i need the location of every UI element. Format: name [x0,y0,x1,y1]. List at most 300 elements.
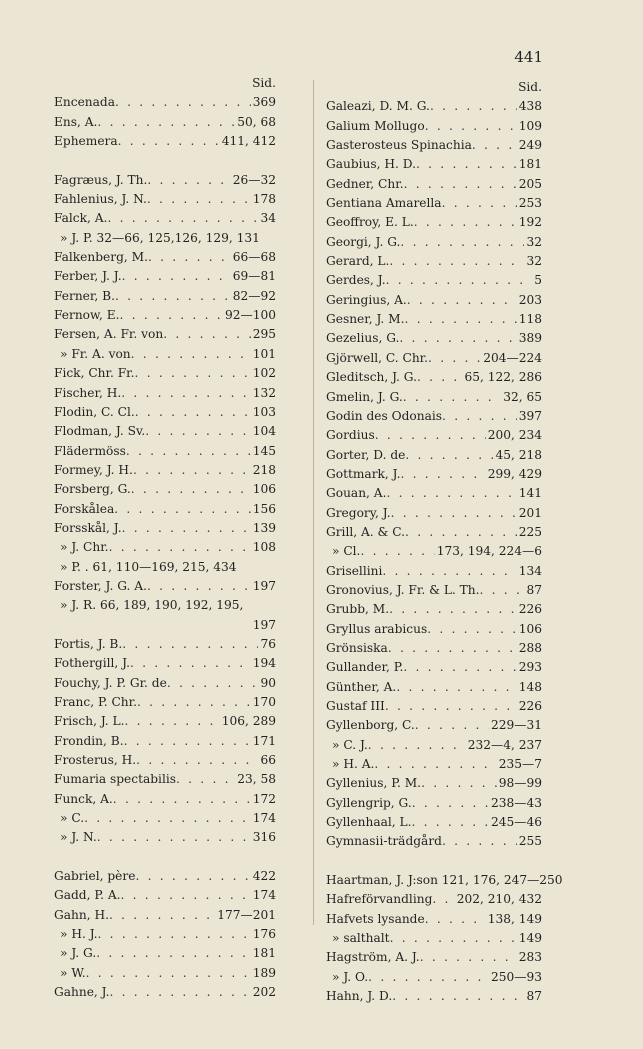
leader-dots [109,906,215,925]
index-entry [54,983,276,1002]
leader-dots [130,654,251,673]
index-entry [326,136,542,155]
entry-pages: 203 [518,292,542,307]
leader-dots [427,620,517,639]
index-entry [326,948,542,967]
entry-name: Ephemera [54,134,118,149]
leader-dots [97,113,235,132]
leader-dots [389,600,517,619]
entry-pages: 201 [518,505,542,520]
index-entry [326,678,542,697]
entry-pages: 108 [252,540,276,555]
index-entry [54,828,276,847]
index-column-left [54,74,276,1003]
entry-pages: 172 [252,791,276,806]
entry-name: Ferber, J. J. [54,269,122,284]
entry-pages: 397 [518,408,542,423]
leader-dots [120,306,224,325]
entry-pages: 102 [252,366,276,381]
entry-pages: 98—99 [498,776,542,791]
leader-dots [147,577,251,596]
index-entry [54,635,276,654]
column-header: Sid. [518,80,542,94]
column-header: Sid. [252,76,276,90]
entry-name: Gleditsch, J. G. [326,370,417,385]
index-entry [326,774,542,793]
index-entry [54,287,276,306]
leader-dots [137,693,251,712]
entry-pages: 65, 122, 286 [464,370,542,385]
entry-pages: 101 [252,346,276,361]
entry-pages: 204—224 [483,350,542,365]
entry-pages: 69—81 [232,269,276,284]
index-entry [326,155,542,174]
index-entry [54,770,276,789]
leader-dots [124,732,251,751]
index-entry [326,291,542,310]
entry-pages: 202, 210, 432 [456,892,542,907]
entry-name: Fothergill, J. [54,656,130,671]
leader-dots [121,384,251,403]
leader-dots [147,171,230,190]
leader-dots [382,562,516,581]
index-entry [54,944,276,963]
index-entry [54,384,276,403]
entry-pages: 87 [526,582,542,597]
leader-dots [390,929,517,948]
entry-name: Gmelin, J. G. [326,389,403,404]
entry-name: Gordius [326,428,375,443]
entry-name: Gryllus arabicus [326,621,428,636]
entry-pages: 194 [252,656,276,671]
entry-pages: 173, 194, 224—6 [436,544,542,559]
index-column-right [326,78,563,1007]
leader-dots [122,267,231,286]
entry-name: Ferner, B. [54,288,115,303]
entry-name: » H. A. [332,757,375,772]
index-entry [326,252,542,271]
entry-name: Frondin, B. [54,733,124,748]
entry-name: Funck, A. [54,791,113,806]
index-entry [54,712,276,731]
entry-name: Fortis, J. B. [54,636,123,651]
index-entry [54,190,276,209]
leader-dots [126,442,251,461]
entry-name: Grönsiska [326,640,388,655]
column-divider [313,80,314,925]
leader-dots [125,712,220,731]
index-entry [326,871,563,890]
entry-pages: 23, 58 [237,772,276,787]
leader-dots [480,581,525,600]
index-entry [326,407,542,426]
leader-dots [442,407,517,426]
entry-name: Frosterus, H. [54,753,137,768]
entry-name: » P. . 61, 110—169, 215, 434 [60,559,237,574]
index-entry [326,658,542,677]
entry-name: Fahlenius, J. N. [54,192,147,207]
entry-name: Gyllenius, P. M. [326,776,422,791]
entry-pages: 92—100 [225,308,276,323]
leader-dots [135,364,251,383]
entry-name: Godin des Odonais [326,408,443,423]
leader-dots [414,213,517,232]
index-entry [326,736,542,755]
leader-dots [368,968,489,987]
entry-name: Galeazi, D. M. G. [326,99,430,114]
index-entry [54,171,276,190]
leader-dots [84,809,251,828]
leader-dots [412,794,489,813]
leader-dots [405,446,493,465]
entry-name: Fischer, H. [54,385,122,400]
entry-pages: 299, 429 [487,466,542,481]
entry-pages: 45, 218 [495,447,542,462]
index-entry [54,886,276,905]
leader-dots [405,523,517,542]
leader-dots [417,368,462,387]
index-entry [326,929,542,948]
leader-dots [432,890,454,909]
entry-name: » J. N. [60,830,97,845]
index-entry [326,755,542,774]
entry-pages: 82—92 [232,288,276,303]
entry-name: Formey, J. H. [54,462,133,477]
entry-name: Gorter, D. de [326,447,406,462]
entry-name: Gerdes, J. [326,273,386,288]
entry-pages: 249 [518,138,542,153]
entry-list [54,93,276,1002]
index-entry [326,329,542,348]
entry-name: Flodin, C. Cl. [54,404,135,419]
index-entry [326,697,542,716]
entry-pages: 5 [534,273,542,288]
leader-dots [392,987,524,1006]
entry-pages: 32 [526,234,542,249]
leader-dots [421,774,497,793]
index-entry [326,233,542,252]
index-entry [326,368,542,387]
index-entry [54,654,276,673]
index-entry [326,832,542,851]
leader-dots [386,271,533,290]
entry-pages: 197 [252,578,276,593]
entry-name: Falck, A. [54,211,108,226]
entry-pages: 32, 65 [503,389,542,404]
leader-dots [428,349,481,368]
leader-dots [399,329,516,348]
entry-pages: 50, 68 [237,114,276,129]
leader-dots [133,461,251,480]
leader-dots [430,97,517,116]
leader-dots [131,480,251,499]
entry-name: Fersen, A. Fr. von [54,327,164,342]
entry-name: Hahn, J. D. [326,989,393,1004]
leader-dots [115,287,231,306]
leader-dots [403,658,516,677]
index-entry [326,968,542,987]
leader-dots [391,504,517,523]
entry-name: Frisch, J. L. [54,714,125,729]
entry-name: » W. [60,965,86,980]
entry-name: Fick, Chr. Fr. [54,366,135,381]
index-entry [54,306,276,325]
leader-dots [121,886,251,905]
index-entry [54,693,276,712]
index-entry [326,504,542,523]
entry-name: Galium Mollugo [326,118,425,133]
index-entry [326,465,542,484]
entry-pages: 226 [518,699,542,713]
leader-dots [472,136,517,155]
leader-dots [386,484,516,503]
entry-pages: 245—46 [491,815,542,830]
entry-name: Gedner, Chr. [326,176,404,191]
entry-name: » J. P. 32—66, 125,126, 129, 131 [60,230,260,245]
leader-dots [442,832,517,851]
entry-pages: 171 [252,733,276,748]
index-entry [326,910,542,929]
entry-name: Gesner, J. M. [326,312,405,327]
entry-name: » J. G. [60,946,97,961]
entry-pages: 109 [518,118,542,133]
index-entry [54,596,276,615]
entry-name: Gaubius, H. D. [326,157,416,172]
index-entry [54,751,276,770]
index-entry [326,813,542,832]
index-entry [54,674,276,693]
entry-name: Encenada [54,95,115,110]
index-entry [326,194,542,213]
entry-pages: 218 [252,462,276,477]
leader-dots [118,132,220,151]
index-entry [54,248,276,267]
entry-name: Grill, A. & C. [326,524,406,539]
leader-dots [389,252,524,271]
leader-dots [405,310,517,329]
entry-name: Ens, A. [54,114,98,129]
entry-pages: 178 [252,192,276,207]
entry-pages: 181 [252,946,276,961]
leader-dots [403,388,501,407]
index-entry [54,790,276,809]
entry-pages: 87 [526,989,542,1004]
entry-pages: 174 [252,811,276,826]
index-entry [326,175,542,194]
entry-name: Forsskål, J. [54,520,122,535]
index-entry [326,542,542,561]
index-entry [326,213,542,232]
index-entry [54,558,276,577]
leader-dots [368,736,466,755]
entry-name: Gronovius, J. Fr. & L. Th. [326,582,480,597]
leader-dots [388,639,517,658]
entry-pages: 293 [518,660,542,675]
index-entry [54,500,276,519]
leader-dots [145,422,250,441]
entry-pages: 138, 149 [487,911,542,926]
entry-pages: 149 [518,931,542,946]
entry-name: Gerard, L. [326,254,390,269]
index-entry [54,577,276,596]
leader-dots [416,155,517,174]
entry-name: Gymnasii-trädgård [326,834,442,849]
leader-dots [122,635,258,654]
entry-pages: 369 [252,95,276,110]
entry-list [326,97,563,1006]
entry-name: Gullander, P. [326,660,404,675]
entry-name: Fagræus, J. Th. [54,172,148,187]
entry-name: Flodman, J. Sv. [54,424,146,439]
leader-dots [135,403,251,422]
entry-pages: 132 [252,385,276,400]
index-entry [54,229,276,248]
entry-pages: 26—32 [232,172,276,187]
entry-pages: 118 [518,312,542,327]
index-entry [54,325,276,344]
index-entry [326,271,542,290]
entry-pages: 34 [260,211,276,226]
entry-pages: 316 [252,830,276,845]
index-entry [326,581,542,600]
index-entry [54,925,276,944]
index-entry [54,964,276,983]
index-entry [326,600,542,619]
entry-pages: 389 [518,331,542,346]
entry-pages: 197 [252,617,276,632]
leader-dots [374,755,496,774]
entry-name: » C. [60,811,85,826]
index-entry [54,345,276,364]
leader-dots [385,697,517,716]
entry-name: Gyllenhaal, L. [326,815,412,830]
entry-pages: 141 [518,486,542,501]
index-entry [54,809,276,828]
index-entry [326,388,542,407]
entry-name: » Cl. [332,544,361,559]
leader-dots [97,828,251,847]
entry-pages: 106 [518,621,542,636]
entry-pages: 189 [252,965,276,980]
index-entry [326,426,542,445]
leader-dots [115,93,251,112]
leader-dots [98,925,251,944]
entry-pages: 104 [252,424,276,439]
leader-dots [131,345,251,364]
entry-name: Hafreförvandling [326,892,433,907]
entry-pages: 103 [252,404,276,419]
entry-name: Gottmark, J. [326,466,401,481]
entry-name: Falkenberg, M. [54,250,148,265]
entry-name: Forsberg, G. [54,482,131,497]
entry-name: » J. Chr. [60,540,109,555]
leader-dots [167,674,259,693]
entry-pages: 177—201 [217,907,276,922]
index-entry [54,732,276,751]
index-entry [54,906,276,925]
index-entry [54,132,276,151]
entry-pages: 229—31 [491,718,542,733]
entry-pages: 238—43 [491,795,542,810]
index-entry [54,403,276,422]
entry-name: Gouan, A. [326,486,387,501]
index-entry [326,890,542,909]
index-entry [326,117,542,136]
entry-name: Geoffroy, E. L. [326,215,414,230]
entry-pages: 250—93 [491,969,542,984]
entry-name: Grubb, M. [326,602,390,617]
index-entry [326,639,542,658]
entry-name: Fumaria spectabilis [54,772,176,787]
entry-pages: 422 [252,869,276,884]
leader-dots [360,542,434,561]
entry-name: Hagström, A. J. [326,950,420,965]
index-entry [326,97,542,116]
index-entry [54,422,276,441]
entry-name: Forskålea [54,501,115,516]
entry-pages: 106 [252,482,276,497]
entry-name: » C. J. [332,737,368,752]
entry-name: Gyllenborg, C. [326,718,415,733]
index-entry [54,364,276,383]
entry-name: Gjörwell, C. Chr. [326,350,429,365]
index-entry [326,620,542,639]
entry-name: Grisellini [326,563,383,578]
entry-pages: 255 [518,834,542,849]
entry-pages: 192 [518,215,542,230]
index-entry [326,446,542,465]
index-entry [326,349,542,368]
entry-pages: 226 [518,602,542,617]
leader-dots [404,175,517,194]
entry-pages: 134 [518,563,542,578]
entry-name: Gregory, J. [326,505,391,520]
entry-pages: 32 [526,254,542,269]
leader-dots [425,910,486,929]
index-entry [326,716,542,735]
entry-pages: 181 [518,157,542,172]
entry-pages: 156 [252,501,276,516]
entry-name: Hafvets lysande [326,911,425,926]
index-entry [54,113,276,132]
entry-pages: 66 [260,753,276,768]
entry-name: » Fr. A. von [60,346,131,361]
index-entry [54,442,276,461]
entry-pages: 295 [252,327,276,342]
index-entry [326,310,542,329]
index-entry [326,562,542,581]
entry-pages: 205 [518,176,542,191]
leader-dots [411,813,489,832]
entry-name: Haartman, J. J:son 121, 176, 247—250 [326,873,563,888]
leader-dots [163,325,251,344]
leader-dots [114,500,250,519]
entry-pages: 90 [260,675,276,690]
entry-name: Fernow, E. [54,308,120,323]
leader-dots [136,751,258,770]
entry-name: Flädermöss [54,443,126,458]
page-number: 441 [514,48,543,66]
index-entry [54,538,276,557]
entry-pages: 202 [252,985,276,1000]
leader-dots [107,209,258,228]
index-entry [326,484,542,503]
index-entry [326,794,542,813]
leader-dots [396,678,516,697]
entry-pages: 411, 412 [221,134,276,149]
entry-name: Fouchy, J. P. Gr. de [54,675,167,690]
entry-name: Gabriel, père [54,869,136,884]
